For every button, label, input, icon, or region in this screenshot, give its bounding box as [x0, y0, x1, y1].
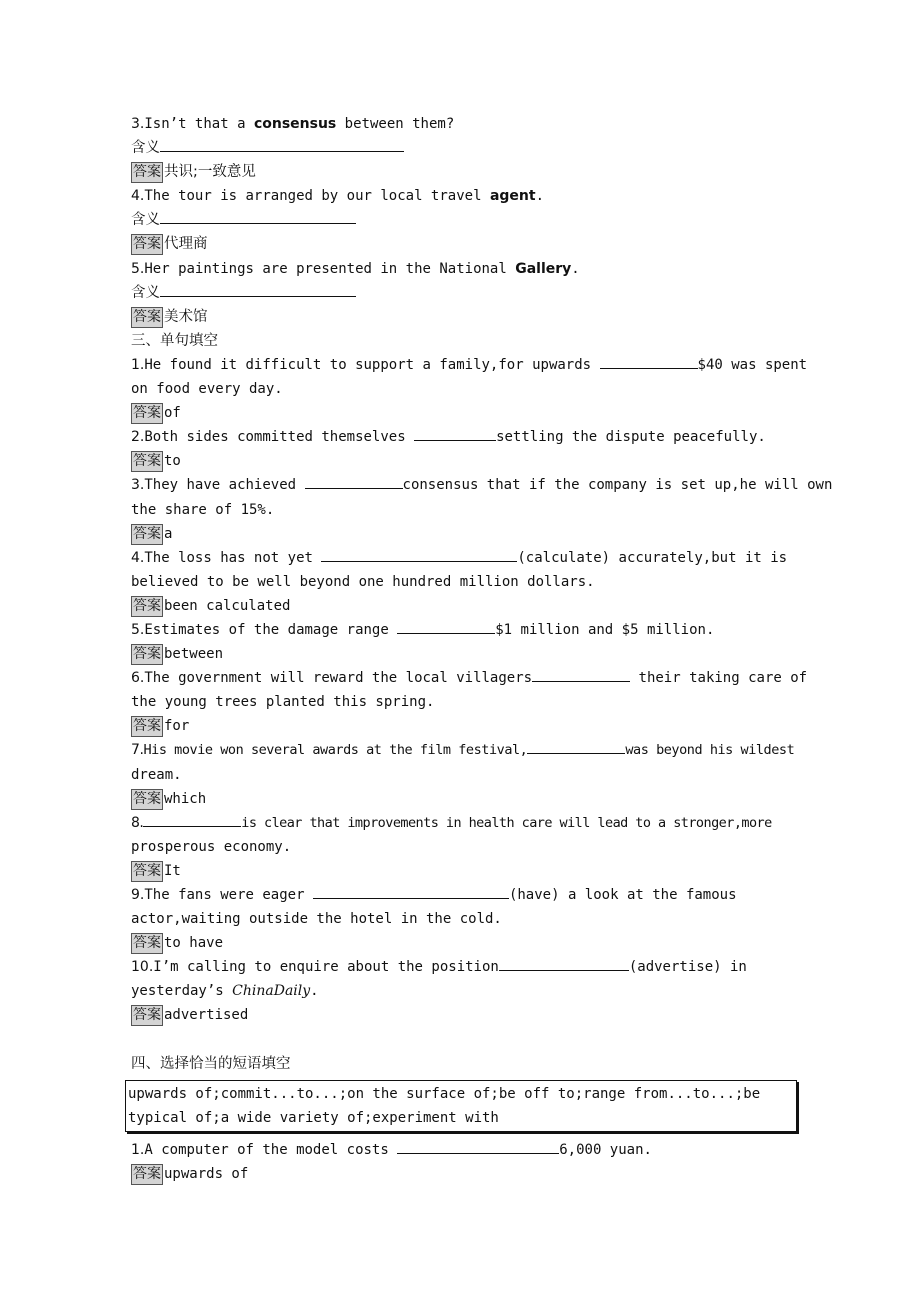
phrase-list: upwards of;commit...to...;on the surface of;be off to;range from...to...;be typical of;a wide variety of;experiment with — [128, 1085, 761, 1126]
answer-text: 美术馆 — [164, 308, 208, 325]
answer-text: to have — [164, 935, 224, 952]
answer-tag: 答案 — [131, 162, 163, 183]
answer-blank[interactable] — [305, 473, 403, 489]
phrase-box — [125, 1080, 797, 1132]
meaning-blank[interactable] — [160, 281, 356, 297]
meaning-blank[interactable] — [160, 136, 404, 152]
answer-text: 代理商 — [164, 236, 208, 253]
answer-tag: 答案 — [131, 716, 163, 737]
answer-blank[interactable] — [397, 1138, 559, 1154]
answer-tag: 答案 — [131, 1005, 163, 1026]
answer-blank[interactable] — [532, 666, 630, 682]
fill-item-1: 1.He found it difficult to support a family,for upwards $40 was spent on food every day. 答案 of — [131, 353, 791, 425]
answer-text: advertised — [164, 1007, 249, 1024]
target-word: consensus — [253, 116, 337, 132]
fill-item-4: 4.The loss has not yet (calculate) accurately,but it is believed to be well beyond one hundred million dollars. 答案 been calculated — [131, 546, 791, 618]
answer-blank[interactable] — [397, 618, 495, 634]
target-word: Gallery — [515, 260, 572, 277]
fill-item-7: 7.His movie won several awards at the film festival, was beyond his wildest dream. 答案 which — [131, 738, 791, 810]
answer-text: 共识;一致意见 — [164, 164, 256, 181]
answer-tag: 答案 — [131, 403, 163, 424]
fill-item-6: 6.The government will reward the local villagers their taking care of the young trees planted this spring. 答案 for — [131, 666, 791, 738]
fill-item-2: 2.Both sides committed themselves settling the dispute peacefully. 答案 to — [131, 425, 791, 473]
answer-blank[interactable] — [600, 353, 698, 369]
section-title: 三、单句填空 — [131, 332, 218, 349]
answer-text: upwards of — [164, 1165, 249, 1182]
answer-text: to — [164, 453, 181, 470]
answer-tag: 答案 — [131, 307, 163, 328]
fill-item-9: 9.The fans were eager (have) a look at the famous actor,waiting outside the hotel in the cold. 答案 to have — [131, 883, 791, 955]
answer-tag: 答案 — [131, 234, 163, 255]
answer-text: It — [164, 862, 181, 879]
fill-item-10: 10.I’m calling to enquire about the position (advertise) in yesterday’s ChinaDaily. 答案 advertised — [131, 955, 791, 1027]
fill-item-5: 5.Estimates of the damage range $1 million and $5 million. 答案 between — [131, 618, 791, 666]
vocab-item-5: 5.Her paintings are presented in the National Gallery. 含义 答案 美术馆 — [131, 257, 791, 329]
answer-blank[interactable] — [143, 811, 241, 827]
answer-blank[interactable] — [527, 738, 625, 754]
meaning-blank[interactable] — [160, 208, 356, 224]
answer-text: been calculated — [164, 597, 291, 614]
answer-tag: 答案 — [131, 524, 163, 545]
answer-blank[interactable] — [499, 955, 629, 971]
answer-tag: 答案 — [131, 789, 163, 810]
answer-tag: 答案 — [131, 861, 163, 882]
answer-blank[interactable] — [313, 883, 509, 899]
answer-tag: 答案 — [131, 644, 163, 665]
vocab-item-4: 4.The tour is arranged by our local travel agent. 含义 答案 代理商 — [131, 184, 791, 256]
answer-tag: 答案 — [131, 933, 163, 954]
vocab-item-3: 3.Isn’t that a consensus between them? 含义 答案 共识;一致意见 — [131, 112, 791, 184]
worksheet-page — [128, 112, 833, 1186]
answer-blank[interactable] — [321, 546, 517, 562]
answer-tag: 答案 — [131, 451, 163, 472]
phrase-item-1: 1.A computer of the model costs 6,000 yuan. 答案 upwards of — [131, 1138, 791, 1186]
fill-item-8: 8. is clear that improvements in health care will lead to a stronger,more prosperous economy. 答案 It — [131, 811, 791, 883]
target-word: agent — [489, 188, 536, 205]
answer-text: for — [164, 718, 190, 735]
answer-tag: 答案 — [131, 596, 163, 617]
answer-text: of — [164, 405, 181, 422]
answer-blank[interactable] — [414, 425, 496, 441]
section-title: 四、选择恰当的短语填空 — [131, 1055, 291, 1072]
fill-item-3: 3.They have achieved consensus that if the company is set up,he will own the share of 15%. 答案 a — [131, 473, 791, 545]
answer-tag: 答案 — [131, 1164, 163, 1185]
answer-text: between — [164, 646, 224, 663]
answer-text: which — [164, 790, 207, 807]
answer-text: a — [164, 525, 173, 542]
